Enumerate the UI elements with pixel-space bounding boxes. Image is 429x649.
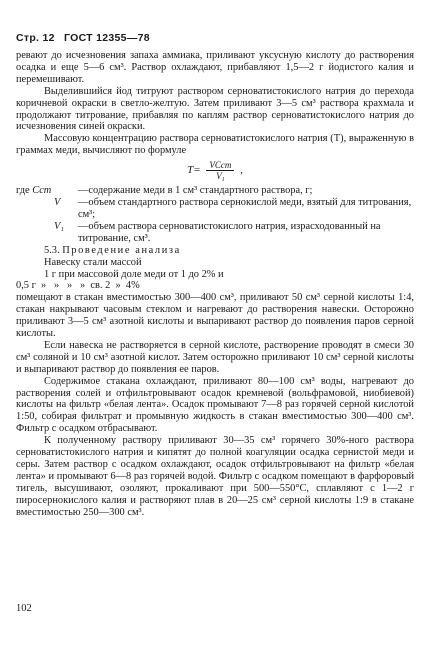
paragraph: К полученному раствору приливают 30—35 см³ горячего 30%-ного раствора серноватистокислого натрия и кипятят до полной коагуляции осадка сернистой меди и серы. Затем раствор с осадком охлаждают, осадок отфильтровывают на фильтр «белая лента» и промывают 6—8 раз горячей водой. Фильтр с осадком помещают в фарфоровый тигель, высушивают, озоляют, прокаливают при 500—550°С, сплавляют с 1—2 г пиросернокислого калия и растворяют плав в 20—25 см³ серной кислоты 1:9 в стакане вместимостью 250—300 см³. <box>16 435 414 518</box>
formula <box>16 160 414 181</box>
definition-text: —содержание меди в 1 см³ стандартного раствора, г; <box>78 185 313 197</box>
symbol: Cст <box>32 185 52 197</box>
formula-denominator: V₁ <box>216 171 225 182</box>
body-text <box>16 50 414 519</box>
definition-symbol <box>16 185 78 197</box>
paragraph: Если навеска не растворяется в серной кислоте, растворение проводят в смеси 30 см³ соляной и 10 см³ азотной кислот. Затем осторожно приливают 10 см³ серной кислоты и выпаривают раствор до появления ее паров. <box>16 339 414 375</box>
formula-fraction <box>206 160 234 181</box>
section-title: Проведение анализа <box>62 244 181 256</box>
page-label: Стр. 12 <box>16 32 55 44</box>
paragraph: Содержимое стакана охлаждают, приливают 80—100 см³ воды, нагревают до растворения солей и отфильтровывают осадок кремневой (вольфрамовой, ниобиевой) кислоты на фильтр «белая лента». Осадок промывают 7—8 раз горячей серной кислотой 1:50, собирая фильтрат и промывную жидкость в стакан вместимостью 300—400 см³. Фильтр с осадком отбрасывают. <box>16 375 414 435</box>
page-header <box>16 32 156 44</box>
definition-text: —объем стандартного раствора сернокислой меди, взятый для титрования, см³; <box>78 197 412 220</box>
section-number: 5.3. <box>44 244 60 256</box>
paragraph: ревают до исчезновения запаха аммиака, приливают уксусную кислоту до растворения осадка и еще 5—6 см³. Раствор охлаждают, прибавляют 1,5—2 г йодистого калия и перемешивают. <box>16 50 414 85</box>
formula-tail: , <box>240 164 243 177</box>
definition-text: —объем раствора серноватистокислого натрия, израсходованный на титрование, см³. <box>78 220 381 244</box>
symbol: V <box>54 197 61 209</box>
paragraph: 1 г при массовой доле меди от 1 до 2% и <box>44 268 224 280</box>
paragraph: помещают в стакан вместимостью 300—400 см³, приливают 50 см³ серной кислоты 1:4, стакан накрывают часовым стеклом и нагревают до растворения навески. Осторожно приливают 3—5 см³ азотной кислоты и выпаривают раствор до появления паров серной кислоты. <box>16 292 414 340</box>
formula-numerator: VCст <box>206 160 234 171</box>
page-number: 102 <box>16 603 32 614</box>
definition-symbol <box>16 197 78 221</box>
definition-item <box>16 197 414 221</box>
definition-item <box>16 221 414 245</box>
paragraph: Навеску стали массой <box>44 256 142 268</box>
paragraph: 0,5 г » » » » св. 2 » 4% <box>16 280 140 292</box>
standard-number: ГОСТ 12355—78 <box>63 32 150 44</box>
paragraph: Массовую концентрацию раствора серноватистокислого натрия (T), выраженную в граммах меди, вычисляют по формуле <box>16 133 414 157</box>
definition-symbol <box>16 221 78 245</box>
definition-item <box>16 185 414 197</box>
symbol: V₁ <box>54 220 64 232</box>
section-heading <box>16 245 414 257</box>
where-label: где <box>16 185 30 197</box>
formula-lhs: T= <box>187 164 201 177</box>
paragraph: Выделившийся йод титруют раствором серноватистокислого натрия до перехода коричневой окраски в светло-желтую. Затем приливают 3—5 см³ раствора крахмала и продолжают титрование, прибавляя по каплям раствор серноватистокислого натрия до исчезновения синей окраски. <box>16 85 414 133</box>
